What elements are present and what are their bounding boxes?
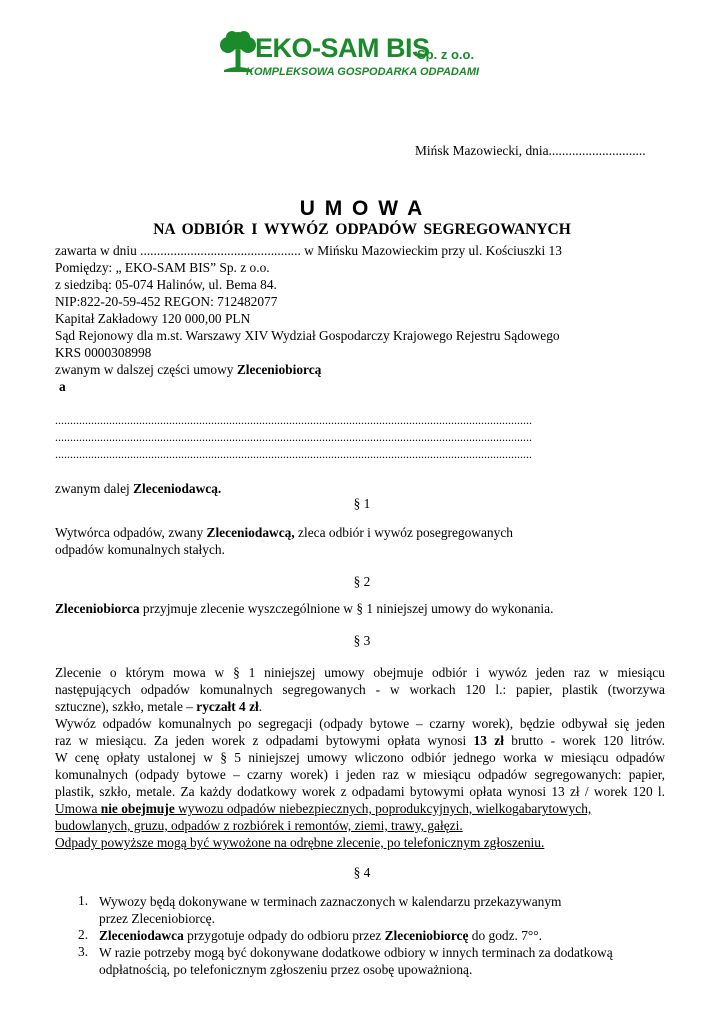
- document-title: U M O W A: [299, 197, 425, 220]
- document-subtitle: NA ODBIÓR I WYWÓZ ODPADÓW SEGREGOWANYCH: [153, 221, 571, 238]
- intro-and: a: [59, 379, 66, 394]
- section-1-line-2: odpadów komunalnych stałych.: [55, 542, 225, 557]
- section-3-line-7: komunalnych (odpady bytowe – czarny worek) i jeden raz w miesiącu odpadów segregowanych: papier,: [55, 767, 665, 782]
- list-item-1-number: 1.: [78, 893, 89, 908]
- intro-line-5: Kapitał Zakładowy 120 000,00 PLN: [55, 311, 251, 326]
- section-1-heading: § 1: [353, 496, 371, 511]
- section-3-line-9: Umowa nie obejmuje wywozu odpadów niebezpiecznych, poprodukcyjnych, wielkogabarytowych,: [55, 801, 592, 816]
- company-tagline: KOMPLEKSOWA GOSPODARKA ODPADAMI: [246, 66, 480, 78]
- intro-line-8: zwanym w dalszej części umowy Zleceniobiorcą: [55, 362, 322, 377]
- section-1-line-1: Wytwórca odpadów, zwany Zleceniodawcą, zleca odbiór i wywóz posegregowanych: [55, 525, 513, 540]
- section-4-heading: § 4: [353, 865, 371, 880]
- list-item-3-line-1: W razie potrzeby mogą być dokonywane dodatkowe odbiory w innych terminach za dodatkową: [99, 945, 613, 960]
- intro-line-3: z siedzibą: 05-074 Halinów, ul. Bema 84.: [55, 277, 277, 292]
- section-3-line-3: sztuczne), szkło, metale – ryczałt 4 zł.: [55, 699, 263, 714]
- company-suffix: Sp. z o.o.: [417, 47, 475, 62]
- intro-line-6: Sąd Rejonowy dla m.st. Warszawy XIV Wydział Gospodarczy Krajowego Rejestru Sądowego: [55, 328, 560, 343]
- company-name: EKO-SAM BIS: [255, 33, 430, 63]
- section-3-heading: § 3: [353, 633, 371, 648]
- section-3-line-6: W cenę opłaty ustalonej w § 5 niniejszej umowy wliczono odbiór jednego worka w miesiącu odpadów: [55, 750, 665, 765]
- dotted-line-1: ...............................................................................................................................................................: [55, 413, 532, 427]
- section-3-line-2: następujących odpadów komunalnych segregowanych - w workach 120 l.: papier, plastik (tworzywa: [55, 682, 665, 697]
- intro-line-1: zawarta w dniu ................................................ w Mińsku Mazowieckim przy ul. Kościuszki 13: [55, 243, 562, 258]
- list-item-1-line-2: przez Zleceniobiorcę.: [99, 911, 215, 926]
- intro-line-4: NIP:822-20-59-452 REGON: 712482077: [55, 294, 278, 309]
- section-3-line-11: Odpady powyższe mogą być wywożone na odrębne zlecenie, po telefonicznym zgłoszeniu.: [55, 835, 545, 850]
- section-3-line-5: raz w miesiącu. Za jeden worek z odpadami bytowymi opłata wynosi 13 zł brutto - worek 120 litrów.: [55, 733, 666, 748]
- list-item-2-line-1: Zleceniodawca przygotuje odpady do odbioru przez Zleceniobiorcę do godz. 7°°.: [99, 928, 542, 943]
- intro-line-7: KRS 0000308998: [55, 345, 152, 360]
- section-3-line-8: plastik, szkło, metale. Za każdy dodatkowy worek z odpadami bytowymi opłata wynosi 13 zł / worek 120 l.: [55, 784, 665, 799]
- intro-line-2: Pomiędzy: „ EKO-SAM BIS” Sp. z o.o.: [55, 260, 270, 275]
- section-3-line-1: Zlecenie o którym mowa w § 1 niniejszej umowy obejmuje odbiór i wywóz jeden raz w miesiącu: [55, 665, 665, 680]
- list-item-3-line-2: odpłatnością, po telefonicznym zgłoszeniu przez osobę upoważnioną.: [99, 962, 473, 977]
- place-date: Mińsk Mazowiecki, dnia.............................: [415, 143, 646, 158]
- list-item-2-number: 2.: [78, 927, 89, 942]
- section-3-line-10: budowlanych, gruzu, odpadów z rozbiórek i remontów, ziemi, trawy, gałęzi.: [55, 818, 463, 833]
- section-2-heading: § 2: [353, 574, 371, 589]
- list-item-3-number: 3.: [78, 944, 89, 959]
- section-3-line-4: Wywóz odpadów komunalnych po segregacji (odpady bytowe – czarny worek), będzie odbywał się jeden: [55, 716, 665, 731]
- dotted-line-3: ...............................................................................................................................................................: [55, 447, 532, 461]
- intro-line-9: zwanym dalej Zleceniodawcą.: [55, 481, 222, 496]
- section-2-line-1: Zleceniobiorca przyjmuje zlecenie wyszczególnione w § 1 niniejszej umowy do wykonania.: [55, 601, 554, 616]
- dotted-line-2: ...............................................................................................................................................................: [55, 430, 532, 444]
- list-item-1-line-1: Wywozy będą dokonywane w terminach zaznaczonych w kalendarzu przekazywanym: [99, 894, 562, 909]
